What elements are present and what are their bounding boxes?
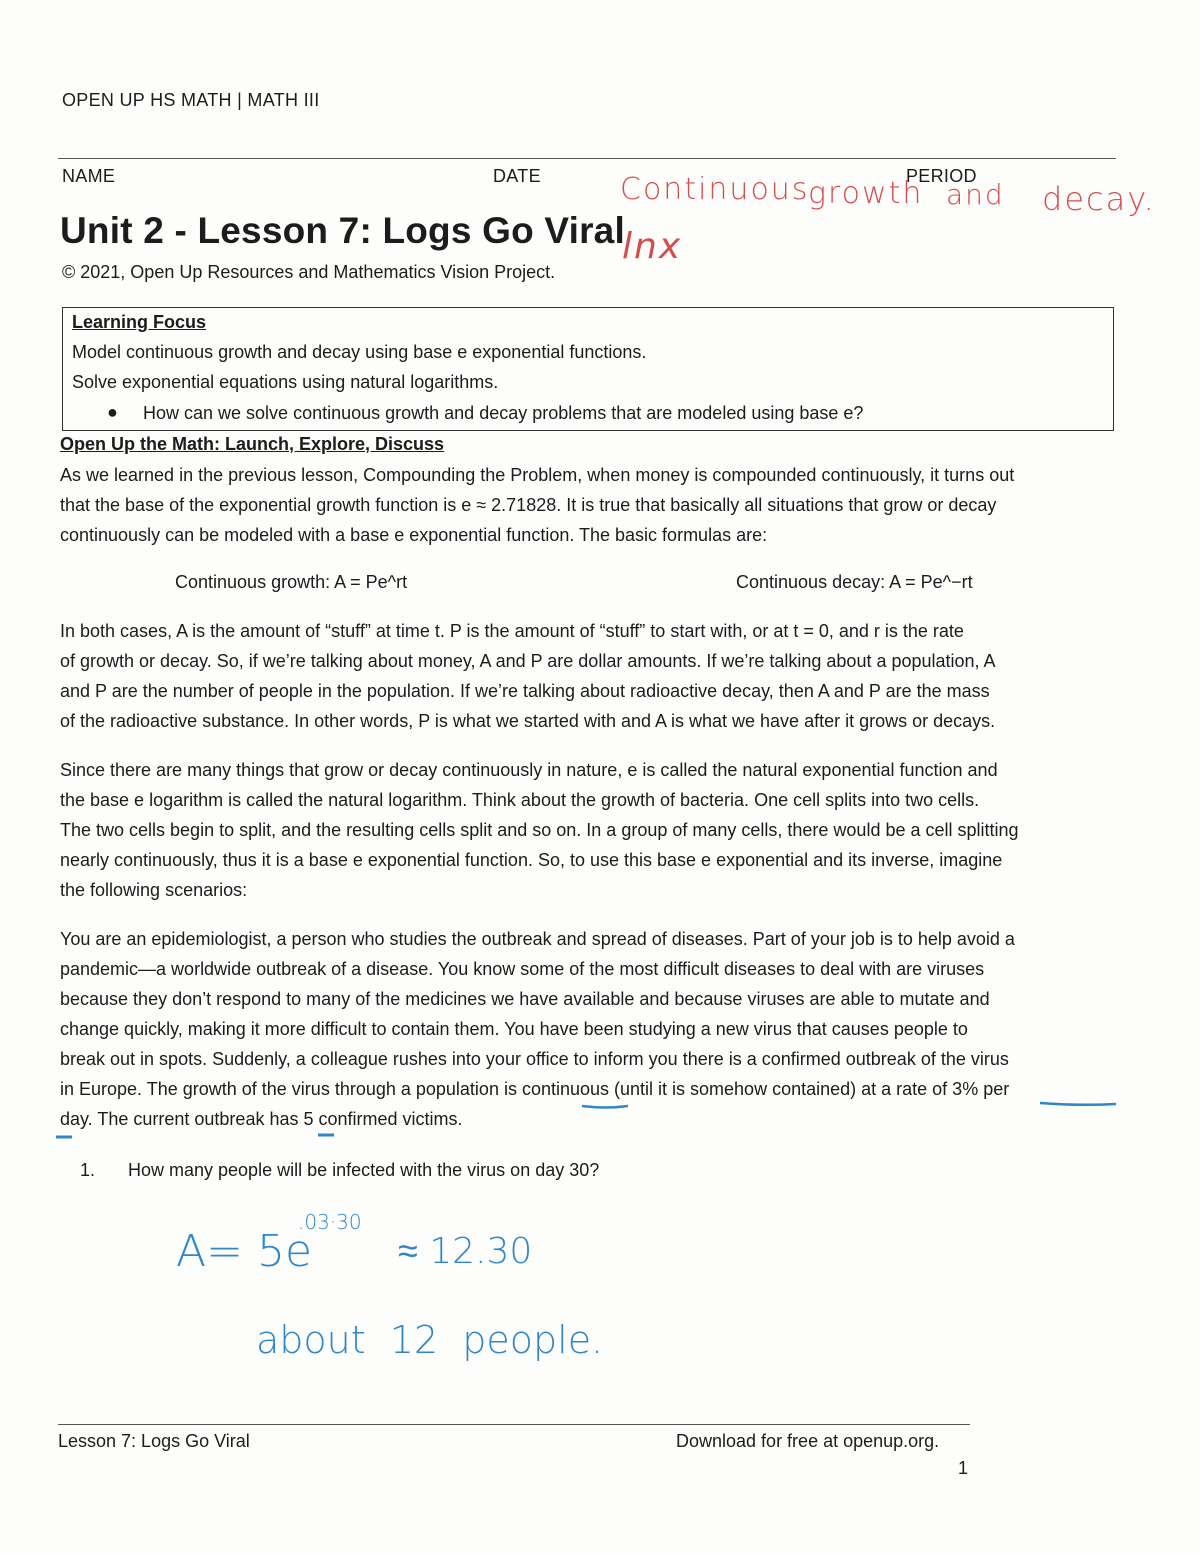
copyright: © 2021, Open Up Resources and Mathematics Vision Project.: [62, 262, 556, 282]
footer-download: Download for free at openup.org.: [676, 1431, 940, 1451]
paragraph-line: because they don’t respond to many of the medicines we have available and because viruses are able to mutate and: [60, 989, 990, 1009]
formula-growth: Continuous growth: A = Pe^rt: [175, 572, 408, 592]
annotation-growth: growth: [808, 176, 924, 211]
answer-approximation: ≈ 12.30: [398, 1231, 533, 1272]
annotation-and: and: [946, 178, 1005, 211]
question-number: 1.: [80, 1160, 96, 1180]
period-label: PERIOD: [906, 166, 977, 186]
learning-focus-heading: Learning Focus: [72, 312, 207, 332]
answer-conclusion: about 12 people.: [256, 1318, 604, 1362]
paragraph-line: In both cases, A is the amount of “stuff” at time t. P is the amount of “stuff” to start with, or at t = 0, and r is the rate: [60, 621, 964, 641]
learning-focus-line-1: Model continuous growth and decay using base e exponential functions.: [72, 342, 647, 362]
paragraph-line: change quickly, making it more difficult to contain them. You have been studying a new virus that causes people to: [60, 1019, 968, 1039]
page-number: 1: [958, 1458, 969, 1478]
paragraph-line: You are an epidemiologist, a person who studies the outbreak and spread of diseases. Part of your job is to help avoid a: [60, 929, 1015, 949]
underline-continuous: [582, 1106, 628, 1108]
annotation-lnx: lnx: [622, 226, 683, 267]
footer-lesson: Lesson 7: Logs Go Viral: [58, 1431, 250, 1451]
paragraph-line: the following scenarios:: [60, 880, 248, 900]
name-label: NAME: [62, 166, 116, 186]
date-label: DATE: [493, 166, 541, 186]
answer-exponent: .03·30: [298, 1210, 362, 1234]
paragraph-line: The two cells begin to split, and the resulting cells split and so on. In a group of many cells, there would be a cell splitting: [60, 820, 1019, 840]
paragraph-line: in Europe. The growth of the virus through a population is continuous (until it is somehow contained) at a rate of 3% per: [60, 1079, 1010, 1099]
paragraph-line: break out in spots. Suddenly, a colleague rushes into your office to inform you there is a confirmed outbreak of the virus: [60, 1049, 1009, 1069]
paragraph-line: and P are the number of people in the population. If we’re talking about radioactive decay, then A and P are the mass: [60, 681, 990, 701]
paragraph-line: of the radioactive substance. In other words, P is what we started with and A is what we have after it grows or decays.: [60, 711, 996, 731]
paragraph-line: Since there are many things that grow or decay continuously in nature, e is called the natural exponential function and: [60, 760, 998, 780]
annotation-decay: decay.: [1042, 180, 1156, 218]
paragraph-line: that the base of the exponential growth function is e ≈ 2.71828. It is true that basically all situations that grow or decay: [60, 495, 997, 515]
answer-equation: A= 5e: [176, 1226, 313, 1277]
learning-focus-question: How can we solve continuous growth and decay problems that are modeled using base e?: [143, 403, 864, 423]
question-text: How many people will be infected with the virus on day 30?: [128, 1160, 600, 1180]
paragraph-line: pandemic—a worldwide outbreak of a disease. You know some of the most difficult diseases to deal with are viruses: [60, 959, 985, 979]
paragraph-line: day. The current outbreak has 5 confirmed victims.: [60, 1109, 463, 1129]
course-header: OPEN UP HS MATH | MATH III: [62, 90, 320, 110]
learning-focus-line-2: Solve exponential equations using natural logarithms.: [72, 372, 499, 392]
paragraph-line: nearly continuously, thus it is a base e exponential function. So, to use this base e exponential and its inverse, imagine: [60, 850, 1003, 870]
paragraph-line: As we learned in the previous lesson, Compounding the Problem, when money is compounded continuously, it turns out: [60, 465, 1015, 485]
paragraph-line: the base e logarithm is called the natural logarithm. Think about the growth of bacteria. One cell splits into two cells.: [60, 790, 980, 810]
underline-rate: [1040, 1103, 1116, 1105]
section-heading: Open Up the Math: Launch, Explore, Discuss: [60, 434, 445, 454]
paragraph-line: of growth or decay. So, if we’re talking about money, A and P are dollar amounts. If we’re talking about a population, A: [60, 651, 996, 671]
annotation-continuous: Continuous: [620, 172, 810, 207]
page-title: Unit 2 - Lesson 7: Logs Go Viral: [60, 210, 625, 251]
formula-decay: Continuous decay: A = Pe^−rt: [736, 572, 973, 592]
footer-rule: [58, 1424, 970, 1425]
paragraph-line: continuously can be modeled with a base e exponential function. The basic formulas are:: [60, 525, 768, 545]
bullet-dot: ●: [107, 402, 118, 422]
